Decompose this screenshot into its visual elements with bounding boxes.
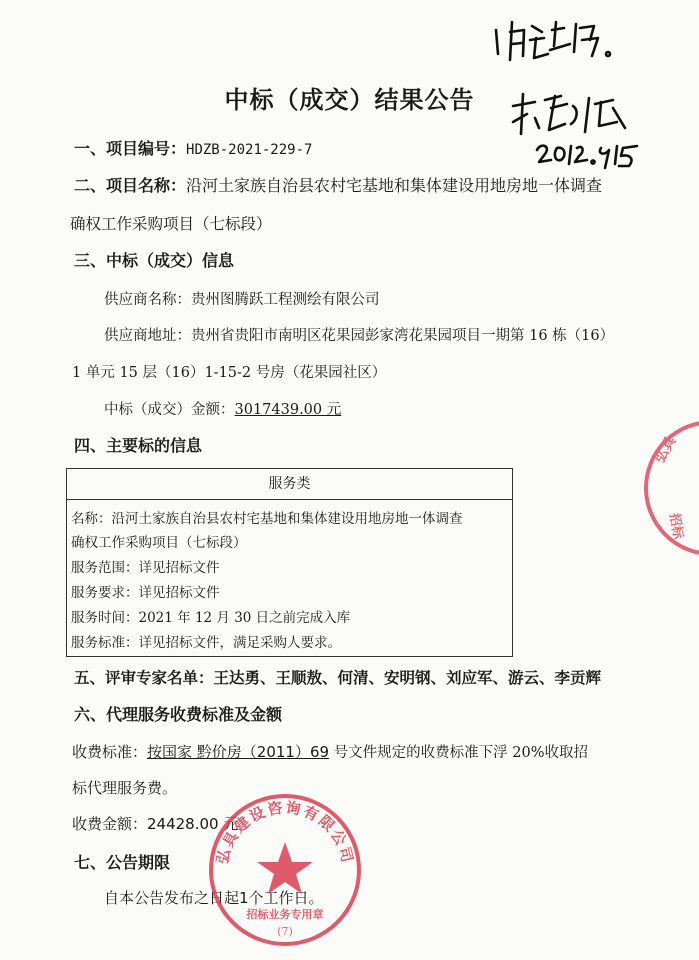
company-seal-stamp [205, 790, 365, 950]
project-name-line2: 确权工作采购项目（七标段） [70, 215, 272, 233]
supplier-address-line2: 1 单元 15 层（16）1-15-2 号房（花果园社区） [72, 365, 387, 381]
svg-text:招标业务专用章: 招标业务专用章 [246, 908, 324, 921]
handwritten-note [490, 10, 620, 65]
fee-standard-rest: 号文件规定的收费标准下浮 20%收取招 [329, 745, 588, 761]
section-7-heading: 七、公告期限 [74, 853, 171, 872]
bid-amount-value: 3017439.00 元 [234, 402, 342, 418]
svg-text:弘具建设咨询有限公司: 弘具建设咨询有限公司 [213, 798, 357, 866]
section-5-experts: 五、评审专家名单：王达勇、王顺敖、何清、安明钢、刘应军、游云、李贡辉 [74, 669, 602, 687]
project-name [74, 173, 602, 196]
fee-standard-label: 收费标准： [72, 743, 148, 761]
section-4-heading: 四、主要标的信息 [74, 436, 203, 455]
project-name-line1: 沿河土家族自治县农村宅基地和集体建设用地房地一体调查 [186, 176, 603, 195]
project-number-value: HDZB-2021-229-7 [186, 142, 313, 158]
section-6-heading: 六、代理服务收费标准及金额 [74, 705, 283, 724]
table-header: 服务类 [67, 469, 512, 500]
announcement-period: 自本公告发布之日起1个工作日。 [104, 889, 324, 907]
fee-standard-line2: 标代理服务费。 [72, 779, 178, 797]
fee-amount: 收费金额：24428.00 元 [72, 815, 239, 833]
svg-text:(7): (7) [277, 925, 293, 938]
bid-amount-label: 中标（成交）金额： [104, 402, 235, 418]
page-title: 中标（成交）结果公告 [224, 86, 475, 114]
supplier-name: 供应商名称：贵州图腾跃工程测绘有限公司 [104, 292, 380, 308]
svg-text:弘具: 弘具 [651, 433, 680, 466]
table-row-name-2: 确权工作采购项目（七标段） [71, 535, 247, 551]
project-number-label: 一、项目编号： [74, 139, 187, 158]
supplier-address-line1: 供应商地址：贵州省贵阳市南明区花果园彭家湾花果园项目一期第 16 栋（16） [104, 328, 615, 344]
fee-standard [72, 741, 588, 762]
table-row-time: 服务时间：2021 年 12 月 30 日之前完成入库 [71, 610, 351, 626]
fee-standard-ref: 按国家 黔价房（2011）69 [147, 743, 330, 761]
table-row-standard: 服务标准：详见招标文件，满足采购人要求。 [71, 635, 341, 651]
table-row-requirement: 服务要求：详见招标文件 [71, 585, 220, 601]
partial-seal-stamp [640, 418, 699, 558]
project-number [74, 136, 312, 159]
table-row-scope: 服务范围：详见招标文件 [71, 560, 220, 576]
section-3-heading: 三、中标（成交）信息 [74, 251, 235, 270]
subject-info-table [66, 468, 513, 657]
bid-amount [104, 398, 341, 419]
svg-text:招标: 招标 [666, 512, 686, 541]
project-name-label: 二、项目名称： [74, 176, 187, 195]
table-row-name-1: 名称：沿河土家族自治县农村宅基地和集体建设用地房地一体调查 [71, 511, 463, 527]
